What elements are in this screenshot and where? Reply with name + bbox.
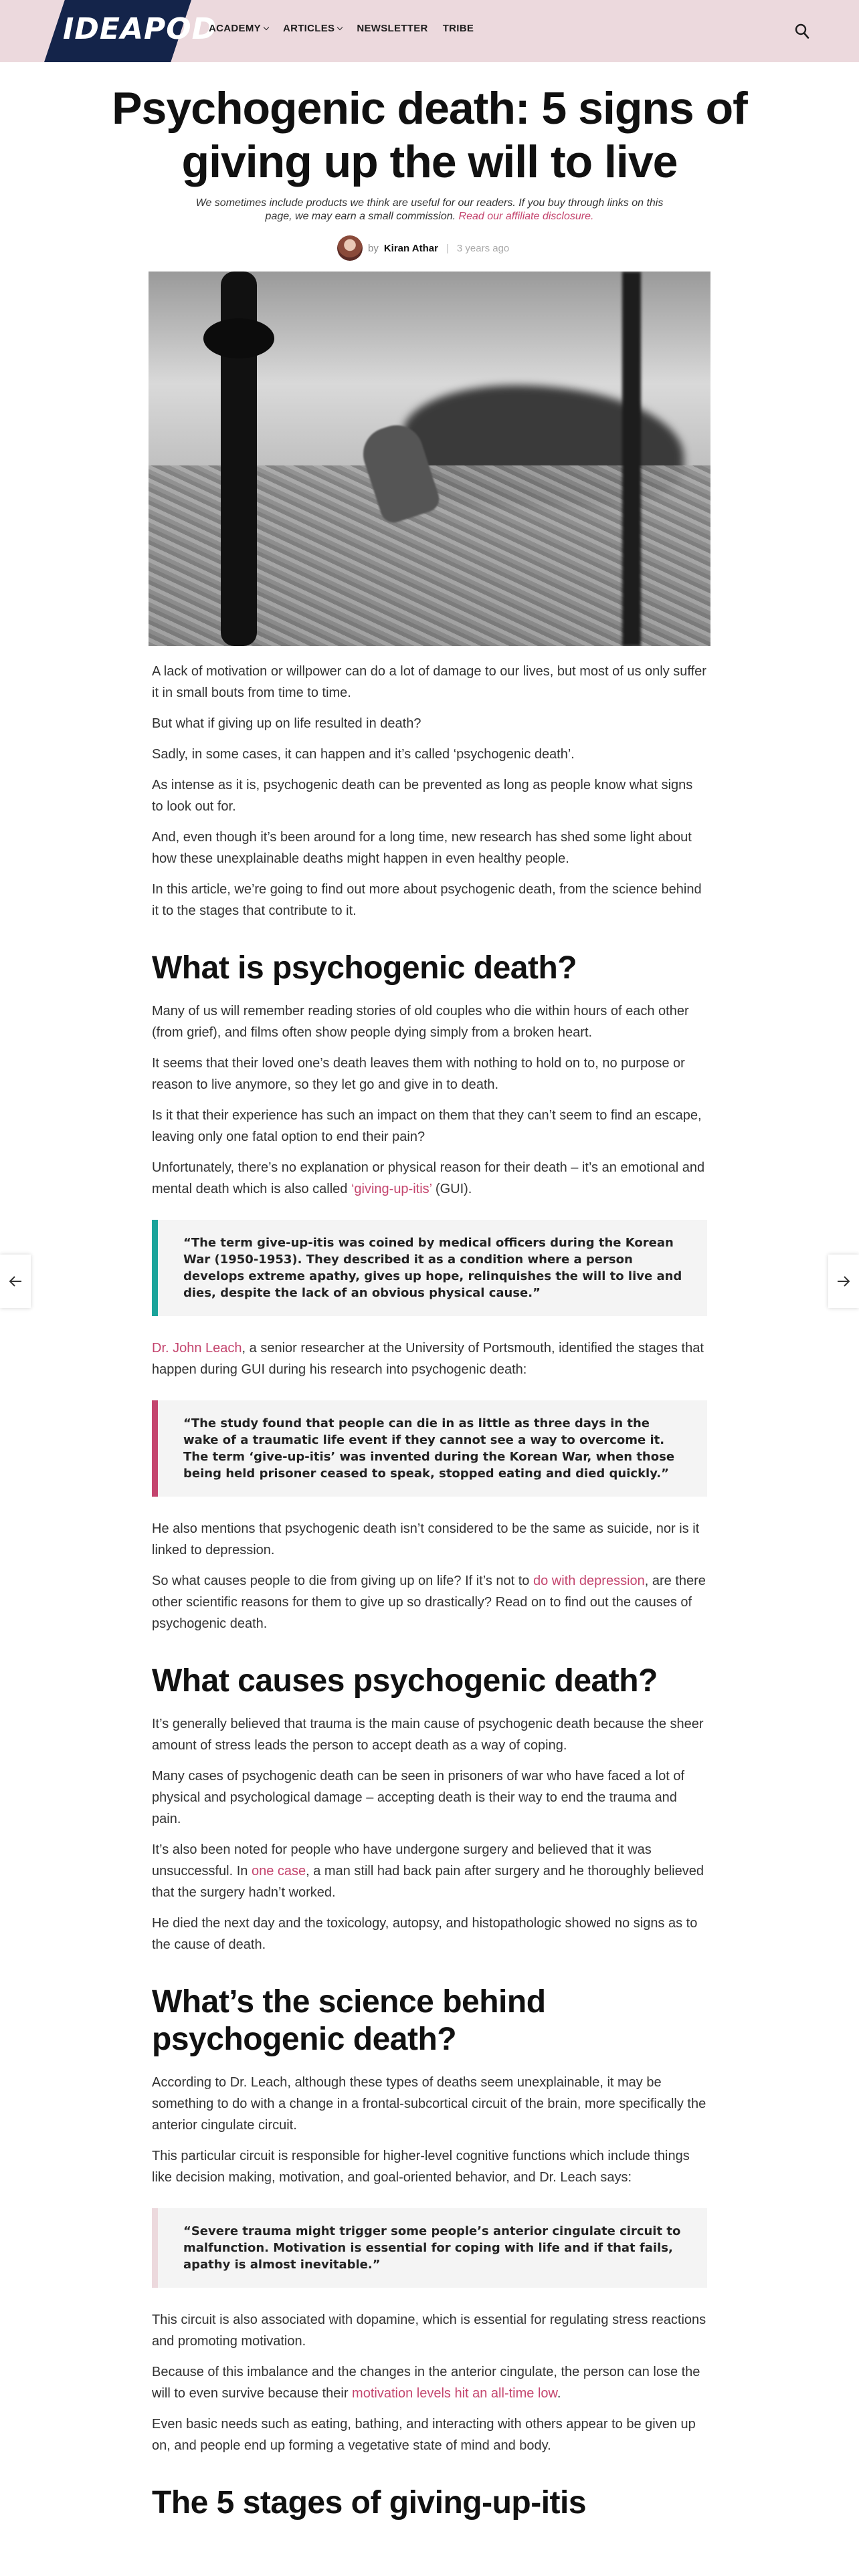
paragraph: Many cases of psychogenic death can be seen in prisoners of war who have faced a lot of physical and psychological damage – accepting death is their way to end the trauma and pain. <box>152 1769 685 1826</box>
paragraph <box>152 1570 707 1634</box>
paragraph <box>152 1157 707 1200</box>
hero-bedpost-knob <box>203 318 274 358</box>
text: , a senior researcher at the University of Portsmouth, identified the stages that happen during GUI during his research into psychogenic death: <box>152 1341 704 1377</box>
motivation-levels-link[interactable]: motivation levels hit an all-time low <box>352 2386 557 2401</box>
blockquote <box>152 1220 707 1316</box>
intro-paragraph: A lack of motivation or willpower can do a lot of damage to our lives, but most of us only suffer it in small bouts from time to time. <box>152 664 706 700</box>
chevron-down-icon <box>264 24 269 29</box>
previous-article-button[interactable] <box>0 1255 31 1308</box>
quote-text: “The study found that people can die in as little as three days in the wake of a traumatic life event if they cannot see a way to overcome it. The term ‘give-up-itis’ was invented during the Korean War, when those being held prisoner ceased to speak, stopped eating and died quickly.” <box>183 1416 675 1481</box>
paragraph: Even basic needs such as eating, bathing, and interacting with others appear to be given up on, and people end up forming a vegetative state of mind and body. <box>152 2417 696 2453</box>
one-case-link[interactable]: one case <box>251 1864 306 1879</box>
giving-up-itis-link[interactable]: ‘giving-up-itis’ <box>351 1182 432 1196</box>
hero-bedpost-right <box>622 272 641 646</box>
nav-newsletter[interactable] <box>357 23 427 34</box>
text: So what causes people to die from giving up on life? If it’s not to <box>152 1574 533 1588</box>
search-icon[interactable] <box>795 23 809 40</box>
byline-separator: | <box>446 242 449 254</box>
hero-image <box>149 272 710 646</box>
arrow-left-icon <box>8 1274 23 1289</box>
article-title: Psychogenic death: 5 signs of giving up the will to live <box>112 83 747 187</box>
nav-tribe[interactable] <box>443 23 474 34</box>
byline-by: by <box>368 242 379 254</box>
section-heading: The 5 stages of giving-up-itis <box>152 2485 587 2520</box>
affiliate-disclaimer <box>194 197 665 223</box>
paragraph: According to Dr. Leach, although these types of deaths seem unexplainable, it may be something to do with a change in a frontal-subcortical circuit of the brain, more specifically the anterior cingulate circuit. <box>152 2075 706 2133</box>
text: , a man still had back pain after surgery and he thoroughly believed that the surgery hadn’t worked. <box>152 1864 704 1900</box>
paragraph: It’s generally believed that trauma is the main cause of psychogenic death because the sheer amount of stress leads the person to accept death as a way of coping. <box>152 1717 704 1753</box>
nav-academy[interactable] <box>209 23 268 34</box>
text: Because of this imbalance and the changes in the anterior cingulate, the person can lose the will to even survive because their <box>152 2365 700 2401</box>
quote-text: “Severe trauma might trigger some people’s anterior cingulate circuit to malfunction. Motivation is essential for coping with life and if that fails, apathy is almost inevitable.” <box>183 2224 681 2272</box>
paragraph <box>152 2361 707 2404</box>
blockquote <box>152 1400 707 1497</box>
publish-time: 3 years ago <box>456 242 510 254</box>
arrow-right-icon <box>836 1274 851 1289</box>
paragraph <box>152 1337 707 1380</box>
intro-paragraph: Sadly, in some cases, it can happen and it’s called ‘psychogenic death’. <box>152 747 575 762</box>
section-heading: What causes psychogenic death? <box>152 1663 658 1699</box>
author-avatar[interactable] <box>337 235 363 261</box>
paragraph: He died the next day and the toxicology, autopsy, and histopathologic showed no signs as to the cause of death. <box>152 1916 698 1952</box>
paragraph: He also mentions that psychogenic death isn’t considered to be the same as suicide, nor is it linked to depression. <box>152 1521 700 1558</box>
nav-tribe-label: TRIBE <box>442 23 474 34</box>
section-heading: What’s the science behind psychogenic death? <box>152 1984 546 2057</box>
author-name[interactable]: Kiran Athar <box>383 242 438 254</box>
paragraph: Is it that their experience has such an impact on them that they can’t seem to find an escape, leaving only one fatal option to end their pain? <box>152 1108 702 1144</box>
site-logo[interactable]: IDEAPOD <box>63 12 217 46</box>
intro-paragraph: In this article, we’re going to find out more about psychogenic death, from the science behind it to the stages that contribute to it. <box>152 882 702 918</box>
chevron-down-icon <box>337 24 343 29</box>
article-body <box>152 661 707 2535</box>
site-header <box>0 0 859 62</box>
nav-academy-label: ACADEMY <box>209 23 261 34</box>
intro-paragraph: As intense as it is, psychogenic death can be prevented as long as people know what signs to look out for. <box>152 778 693 814</box>
nav-newsletter-label: NEWSLETTER <box>357 23 428 34</box>
paragraph: This particular circuit is responsible for higher-level cognitive functions which include things like decision making, motivation, and goal-oriented behavior, and Dr. Leach says: <box>152 2149 690 2185</box>
paragraph: It seems that their loved one’s death leaves them with nothing to hold on to, no purpose or reason to live anymore, so they let go and give in to death. <box>152 1056 685 1092</box>
depression-link[interactable]: do with depression <box>533 1574 645 1588</box>
john-leach-link[interactable]: Dr. John Leach <box>152 1341 242 1356</box>
nav-articles-label: ARTICLES <box>282 23 335 34</box>
intro-paragraph: But what if giving up on life resulted in death? <box>152 716 421 731</box>
next-article-button[interactable] <box>828 1255 859 1308</box>
main-nav <box>209 23 474 34</box>
paragraph: This circuit is also associated with dopamine, which is essential for regulating stress reactions and promoting motivation. <box>152 2313 706 2349</box>
byline <box>337 235 509 261</box>
nav-articles[interactable] <box>283 23 342 34</box>
section-heading: What is psychogenic death? <box>152 950 577 986</box>
paragraph <box>152 1839 707 1903</box>
text: Unfortunately, there’s no explanation or physical reason for their death – it’s an emotional and mental death which is also called <box>152 1160 705 1196</box>
text: (GUI). <box>432 1182 472 1196</box>
blockquote <box>152 2208 707 2288</box>
quote-text: “The term give-up-itis was coined by medical officers during the Korean War (1950-1953). They described it as a condition where a person develops extreme apathy, gives up hope, relinquishes the will to live and dies, despite the lack of an obvious physical cause.” <box>183 1236 682 1300</box>
intro-paragraph: And, even though it’s been around for a long time, new research has shed some light about how these unexplainable deaths might happen in even healthy people. <box>152 830 692 866</box>
text: , are there other scientific reasons for them to give up so drastically? Read on to find out the causes of psychogenic death. <box>152 1574 706 1631</box>
text: It’s also been noted for people who have undergone surgery and believed that it was unsuccessful. In <box>152 1842 652 1879</box>
text: . <box>557 2386 561 2401</box>
affiliate-disclosure-link[interactable]: Read our affiliate disclosure. <box>458 211 594 222</box>
paragraph: Many of us will remember reading stories of old couples who die within hours of each other (from grief), and films often show people dying simply from a broken heart. <box>152 1004 689 1040</box>
disclaimer-text: We sometimes include products we think are useful for our readers. If you buy through links on this page, we may earn a small commission. <box>195 197 664 222</box>
